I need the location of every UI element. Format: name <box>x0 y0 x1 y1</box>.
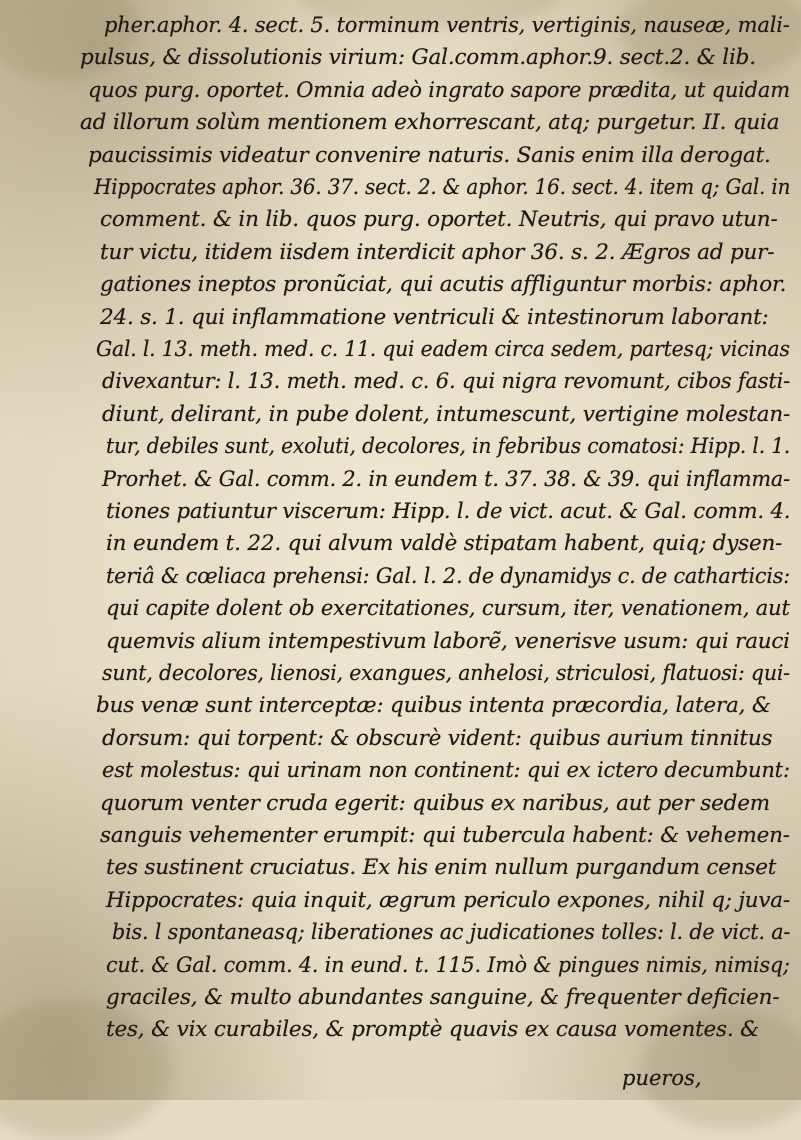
text-line: comment. & in lib. quos purg. oportet. Neutris, qui pravo utun- <box>100 207 778 232</box>
text-line: quos purg. oportet. Omnia adeò ingrato sapore prædita, ut quidam <box>88 78 790 103</box>
text-line: tur, debiles sunt, exoluti, decolores, in febribus comatosi: Hipp. l. 1. <box>106 434 791 459</box>
text-line: Prorhet. & Gal. comm. 2. in eundem t. 37. 38. & 39. qui inflamma- <box>102 467 790 492</box>
text-line: bis. l spontaneasq; liberationes ac judicationes tolles: l. de vict. a- <box>112 920 791 945</box>
text-line: Hippocrates aphor. 36. 37. sect. 2. & aphor. 16. sect. 4. item q; Gal. in <box>94 175 791 200</box>
catchword: pueros, <box>622 1066 702 1090</box>
text-line: 24. s. 1. qui inflammatione ventriculi & intestinorum laborant: <box>100 305 769 330</box>
text-line: Gal. l. 13. meth. med. c. 11. qui eadem circa sedem, partesq; vicinas <box>96 337 790 362</box>
text-line: est molestus: qui urinam non continent: qui ex ictero decumbunt: <box>102 758 790 783</box>
text-line: in eundem t. 22. qui alvum valdè stipatam habent, quiq; dysen- <box>106 531 783 556</box>
text-line: paucissimis videatur convenire naturis. Sanis enim illa derogat. <box>88 143 771 168</box>
text-line: quorum venter crudа egerit: quibus ex naribus, aut per sedem <box>100 791 770 816</box>
text-line: teriâ & cœliaca prehensi: Gal. l. 2. de dynamidys c. de catharticis: <box>106 564 791 589</box>
text-line: quemvis alium intempestivum laborẽ, venerisve usum: qui rauci <box>106 629 790 654</box>
text-line: ad illorum solùm mentionem exhorrescant, atq; purgetur. II. quia <box>80 110 780 135</box>
text-line: graciles, & multo abundantes sanguine, & frequenter deficien- <box>106 985 780 1010</box>
text-line: diunt, delirant, in pube dolent, intumescunt, vertigine molestan- <box>102 402 791 427</box>
text-line: tiones patiuntur viscerum: Hipp. l. de vict. acut. & Gal. comm. 4. <box>106 499 791 524</box>
text-line: cut. & Gal. comm. 4. in eund. t. 115. Imò & pingues nimis, nimisq; <box>106 953 790 978</box>
text-line: pulsus, & dissolutionis virium: Gal.comm.aphor.9. sect.2. & lib. <box>80 45 756 70</box>
text-line: gationes ineptos pronũciat, qui acutis affliguntur morbis: aphor. <box>100 272 787 297</box>
text-line: tur victu, itidem iisdem interdicit aphor 36. s. 2. Ægros ad pur- <box>100 240 775 265</box>
text-line: dorsum: qui torpent: & obscurè vident: quibus aurium tinnitus <box>102 726 773 751</box>
text-line: pher.aphor. 4. sect. 5. torminum ventris, vertiginis, nauseæ, mali- <box>104 13 790 38</box>
text-line: tes sustinent cruciatus. Ex his enim nullum purgandum censet <box>106 855 777 880</box>
text-line: Hippocrates: quia inquit, ægrum periculo expones, nihil q; juva- <box>106 888 790 913</box>
text-line: sanguis vehementer erumpit: qui tubercula habent: & vehemen- <box>100 823 790 848</box>
text-line: sunt, decolores, lienosi, exangues, anhelosi, striculosi, flatuosi: qui- <box>102 661 790 686</box>
text-line: divexantur: l. 13. meth. med. c. 6. qui nigra revomunt, cibos fasti- <box>102 369 791 394</box>
text-line: bus venæ sunt interceptæ: quibus intenta præcordia, latera, & <box>96 693 771 718</box>
text-line: qui capite dolent ob exercitationes, cursum, iter, venationem, aut <box>106 596 790 621</box>
text-line: tes, & vix curabiles, & promptè quavis ex causa vomentes. & <box>106 1017 760 1042</box>
